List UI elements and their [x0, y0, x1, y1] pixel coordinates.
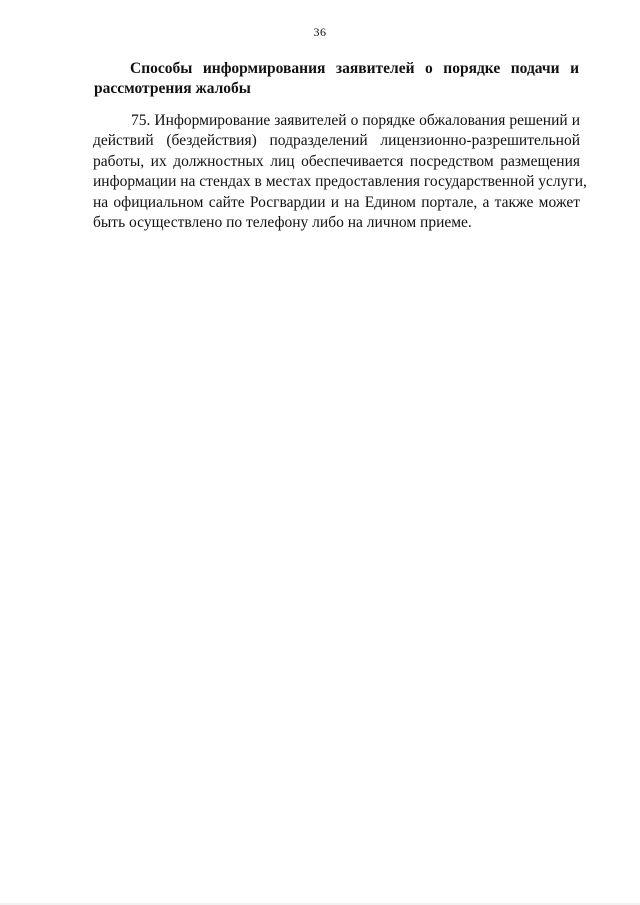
paragraph-75 [93, 111, 587, 233]
page-number: 36 [313, 25, 327, 39]
paragraph-line: информации на стендах в местах предоставления государственной услуги, [93, 173, 587, 191]
section-heading-line-1: Способы информирования заявителей о порядке подачи и [130, 60, 579, 77]
paragraph-line: быть осуществлено по телефону либо на личном приеме. [93, 214, 472, 232]
section-heading [94, 59, 579, 99]
paragraph-line: работы, их должностных лиц обеспечивается посредством размещения [93, 152, 580, 170]
paragraph-line: 75. Информирование заявителей о порядке обжалования решений и [131, 112, 580, 129]
paragraph-line: на официальном сайте Росгвардии и на Едином портале, а также может [93, 193, 580, 211]
section-heading-line-2: рассмотрения жалобы [94, 80, 251, 97]
paragraph-line: действий (бездействия) подразделений лицензионно-разрешительной [93, 132, 580, 150]
